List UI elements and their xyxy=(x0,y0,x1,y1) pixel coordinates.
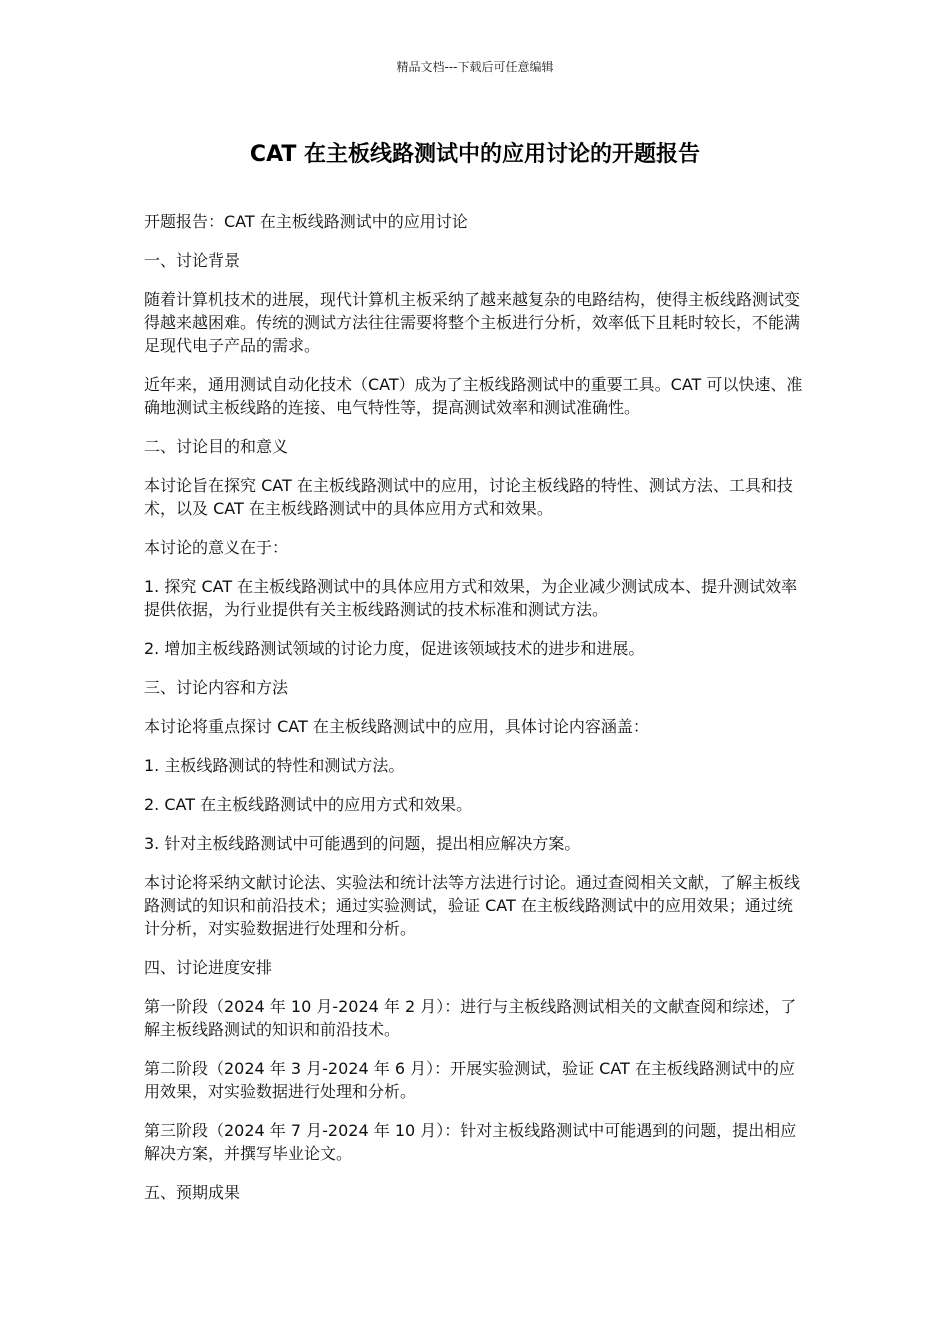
list-item-significance-2: 2. 增加主板线路测试领域的讨论力度，促进该领域技术的进步和进展。 xyxy=(144,639,645,658)
paragraph-content-intro: 本讨论将重点探讨 CAT 在主板线路测试中的应用，具体讨论内容涵盖： xyxy=(144,717,649,736)
page-header: 精品文档---下载后可任意编辑 xyxy=(396,60,554,74)
section-heading-background: 一、讨论背景 xyxy=(144,251,241,270)
section-heading-schedule: 四、讨论进度安排 xyxy=(144,958,273,977)
paragraph-background-2: 近年来，通用测试自动化技术（CAT）成为了主板线路测试中的重要工具。CAT 可以快速、准确地测试主板线路的连接、电气特性等，提高测试效率和测试准确性。 xyxy=(144,375,803,417)
list-item-content-2: 2. CAT 在主板线路测试中的应用方式和效果。 xyxy=(144,795,473,814)
paragraph-significance-intro: 本讨论的意义在于： xyxy=(144,538,289,557)
section-heading-purpose: 二、讨论目的和意义 xyxy=(144,437,289,456)
report-subject: 开题报告：CAT 在主板线路测试中的应用讨论 xyxy=(144,212,468,231)
paragraph-purpose: 本讨论旨在探究 CAT 在主板线路测试中的应用，讨论主板线路的特性、测试方法、工具和技术，以及 CAT 在主板线路测试中的具体应用方式和效果。 xyxy=(144,476,793,518)
schedule-phase-2: 第二阶段（2024 年 3 月-2024 年 6 月）：开展实验测试，验证 CAT 在主板线路测试中的应用效果，对实验数据进行处理和分析。 xyxy=(144,1059,795,1101)
list-item-content-1: 1. 主板线路测试的特性和测试方法。 xyxy=(144,756,405,775)
list-item-significance-1: 1. 探究 CAT 在主板线路测试中的具体应用方式和效果，为企业减少测试成本、提升测试效率提供依据，为行业提供有关主板线路测试的技术标准和测试方法。 xyxy=(144,577,798,619)
schedule-phase-1: 第一阶段（2024 年 10 月-2024 年 2 月）：进行与主板线路测试相关的文献查阅和综述，了解主板线路测试的知识和前沿技术。 xyxy=(144,997,797,1039)
list-item-content-3: 3. 针对主板线路测试中可能遇到的问题，提出相应解决方案。 xyxy=(144,834,581,853)
document-body xyxy=(144,210,808,1220)
section-heading-outcomes: 五、预期成果 xyxy=(144,1183,241,1202)
schedule-phase-3: 第三阶段（2024 年 7 月-2024 年 10 月）：针对主板线路测试中可能遇到的问题，提出相应解决方案，并撰写毕业论文。 xyxy=(144,1121,797,1163)
paragraph-background-1: 随着计算机技术的进展，现代计算机主板采纳了越来越复杂的电路结构，使得主板线路测试变得越来越困难。传统的测试方法往往需要将整个主板进行分析，效率低下且耗时较长，不能满足现代电子产品的需求。 xyxy=(144,290,801,355)
section-heading-content: 三、讨论内容和方法 xyxy=(144,678,289,697)
paragraph-methods: 本讨论将采纳文献讨论法、实验法和统计法等方法进行讨论。通过查阅相关文献，了解主板线路测试的知识和前沿技术；通过实验测试，验证 CAT 在主板线路测试中的应用效果；通过统计分析，对实验数据进行处理和分析。 xyxy=(144,873,801,938)
document-title: CAT 在主板线路测试中的应用讨论的开题报告 xyxy=(249,142,701,167)
